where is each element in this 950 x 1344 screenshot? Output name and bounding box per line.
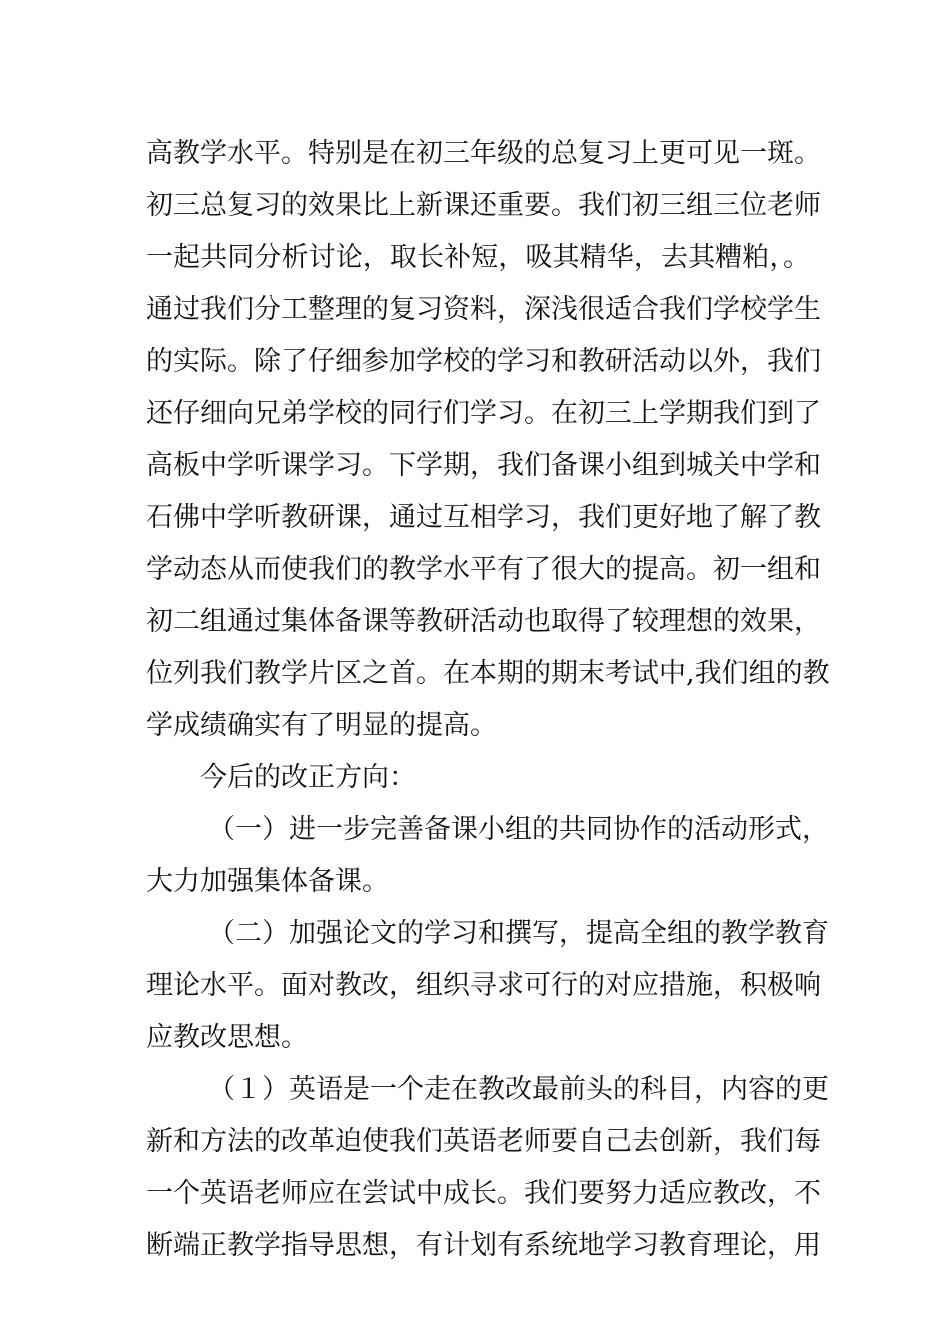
- text-line: 高板中学听课学习。下学期，我们备课小组到城关中学和: [146, 450, 821, 481]
- list-item-line: （１）英语是一个走在教改最前头的科目，内容的更: [208, 1074, 829, 1105]
- text-line: 一起共同分析讨论，取长补短，吸其精华，去其糟粕，。: [146, 242, 810, 273]
- list-item-line: （一）进一步完善备课小组的共同协作的活动形式，: [208, 814, 829, 845]
- text-line: 位列我们教学片区之首。在本期的期末考试中,我们组的教: [146, 658, 830, 689]
- text-line: 初二组通过集体备课等教研活动也取得了较理想的效果，: [146, 606, 821, 637]
- text-line: 高教学水平。特别是在初三年级的总复习上更可见一斑。: [146, 138, 821, 169]
- text-line: 理论水平。面对教改，组织寻求可行的对应措施，积极响: [146, 970, 821, 1001]
- text-line: 通过我们分工整理的复习资料，深浅很适合我们学校学生: [146, 294, 821, 325]
- text-line: 初三总复习的效果比上新课还重要。我们初三组三位老师: [146, 190, 821, 221]
- text-line: 还仔细向兄弟学校的同行们学习。在初三上学期我们到了: [146, 398, 821, 429]
- text-line: 断端正教学指导思想，有计划有系统地学习教育理论，用: [146, 1230, 821, 1261]
- text-line: 大力加强集体备课。: [146, 866, 389, 897]
- section-heading: 今后的改正方向：: [200, 762, 416, 793]
- text-line: 新和方法的改革迫使我们英语老师要自己去创新，我们每: [146, 1126, 821, 1157]
- text-line: 一个英语老师应在尝试中成长。我们要努力适应教改，不: [146, 1178, 821, 1209]
- text-line: 石佛中学听教研课，通过互相学习，我们更好地了解了教: [146, 502, 821, 533]
- list-item-line: （二）加强论文的学习和撰写，提高全组的教学教育: [208, 918, 829, 949]
- text-line: 学动态从而使我们的教学水平有了很大的提高。初一组和: [146, 554, 821, 585]
- text-line: 的实际。除了仔细参加学校的学习和教研活动以外，我们: [146, 346, 821, 377]
- text-line: 应教改思想。: [146, 1022, 308, 1053]
- text-line: 学成绩确实有了明显的提高。: [146, 710, 497, 741]
- document-body: [146, 128, 830, 1272]
